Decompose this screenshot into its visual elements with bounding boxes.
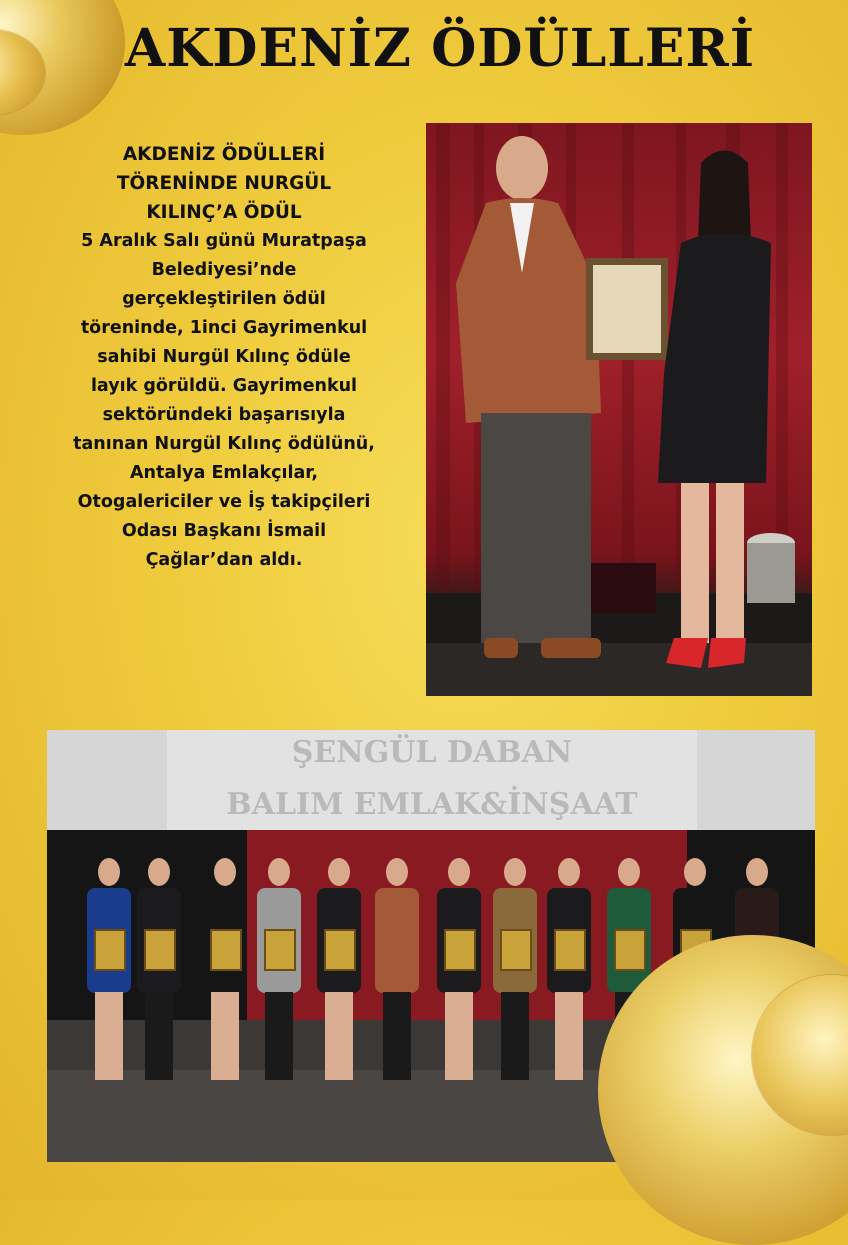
- award-plaque: [211, 930, 241, 970]
- body-line: Odası Başkanı İsmail: [121, 521, 327, 541]
- article: [28, 140, 420, 575]
- award-plaque: [615, 930, 645, 970]
- award-plaque: [95, 930, 125, 970]
- page-title: AKDENİZ ÖDÜLLERİ: [124, 18, 756, 79]
- body-line: töreninde, 1inci Gayrimenkul: [80, 318, 368, 338]
- award-plaque: [145, 930, 175, 970]
- body-line: 5 Aralık Salı günü Muratpaşa: [81, 231, 367, 251]
- article-body: [28, 227, 420, 575]
- banner-line-2: BALIM EMLAK&İNŞAAT: [226, 787, 638, 822]
- headline-line: KILINÇ’A ÖDÜL: [146, 202, 302, 223]
- banner-line-1: ŞENGÜL DABAN: [291, 735, 573, 770]
- body-line: sahibi Nurgül Kılınç ödüle: [97, 347, 351, 367]
- award-plaque: [325, 930, 355, 970]
- award-photo: [426, 123, 812, 696]
- award-plaque: [265, 930, 295, 970]
- award-plaque: [555, 930, 585, 970]
- body-line: Çağlar’dan aldı.: [145, 550, 303, 570]
- body-line: layık görüldü. Gayrimenkul: [90, 376, 358, 396]
- article-headline: [28, 140, 420, 227]
- body-line: Antalya Emlakçılar,: [129, 463, 318, 483]
- body-line: Belediyesi’nde: [151, 260, 297, 280]
- headline-line: AKDENİZ ÖDÜLLERİ: [122, 144, 326, 165]
- body-line: gerçekleştirilen ödül: [122, 289, 326, 309]
- body-line: Otogalericiler ve İş takipçileri: [77, 492, 371, 512]
- award-plaque: [501, 930, 531, 970]
- award-plaque: [445, 930, 475, 970]
- body-line: tanınan Nurgül Kılınç ödülünü,: [73, 434, 375, 454]
- body-line: sektöründeki başarısıyla: [102, 405, 346, 425]
- headline-line: TÖRENİNDE NURGÜL: [116, 173, 332, 194]
